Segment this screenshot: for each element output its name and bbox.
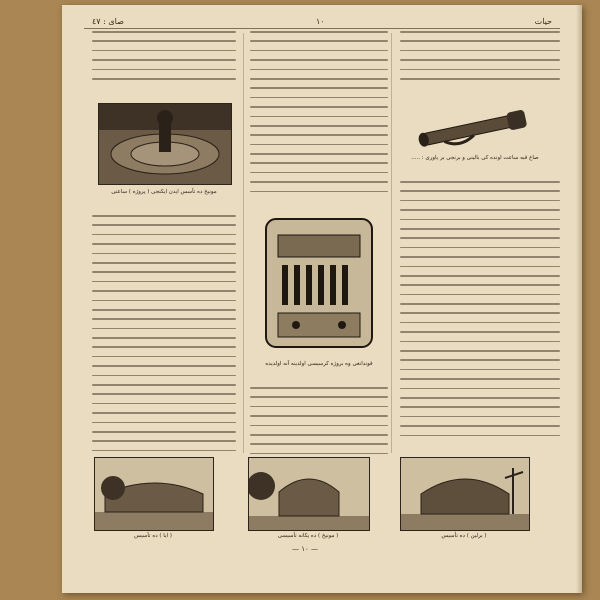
figure-caption: ( برلین ) ده تأسیس xyxy=(441,533,487,539)
header-left: صای : ٤٧ xyxy=(92,17,124,26)
figure-planetarium-interior xyxy=(98,103,232,185)
figure-caption: ( ایا ) ده تأسیس xyxy=(134,533,172,539)
figure-bottom-left xyxy=(94,457,214,531)
header-right: حیات xyxy=(534,17,552,26)
figure-bottom-right xyxy=(400,457,530,531)
figure-projector xyxy=(256,205,382,355)
header-page-number: ١٠ xyxy=(316,17,325,26)
page-folio: — ١٠ — xyxy=(292,545,318,553)
column-divider xyxy=(243,33,244,453)
figure-caption: صاغ قبه ساعت اونده کی بالینی و برنجی بر یاوری : ..... xyxy=(411,155,539,161)
figure-bottom-center xyxy=(248,457,370,531)
figure-caption: قوندانغی وه بروژه کرسیسی اولدینه آنه اولدیده xyxy=(265,361,373,367)
figure-telescope xyxy=(412,103,536,149)
header-rule xyxy=(84,28,560,29)
figure-caption: مونیخ ده تأسس ایدن ایکنجی ( پروژه ) ساعتی xyxy=(111,189,217,195)
column-divider xyxy=(391,33,392,453)
figure-caption: ( مونیخ ) ده یکانه تأسیسی xyxy=(277,533,339,539)
magazine-page xyxy=(62,5,582,593)
